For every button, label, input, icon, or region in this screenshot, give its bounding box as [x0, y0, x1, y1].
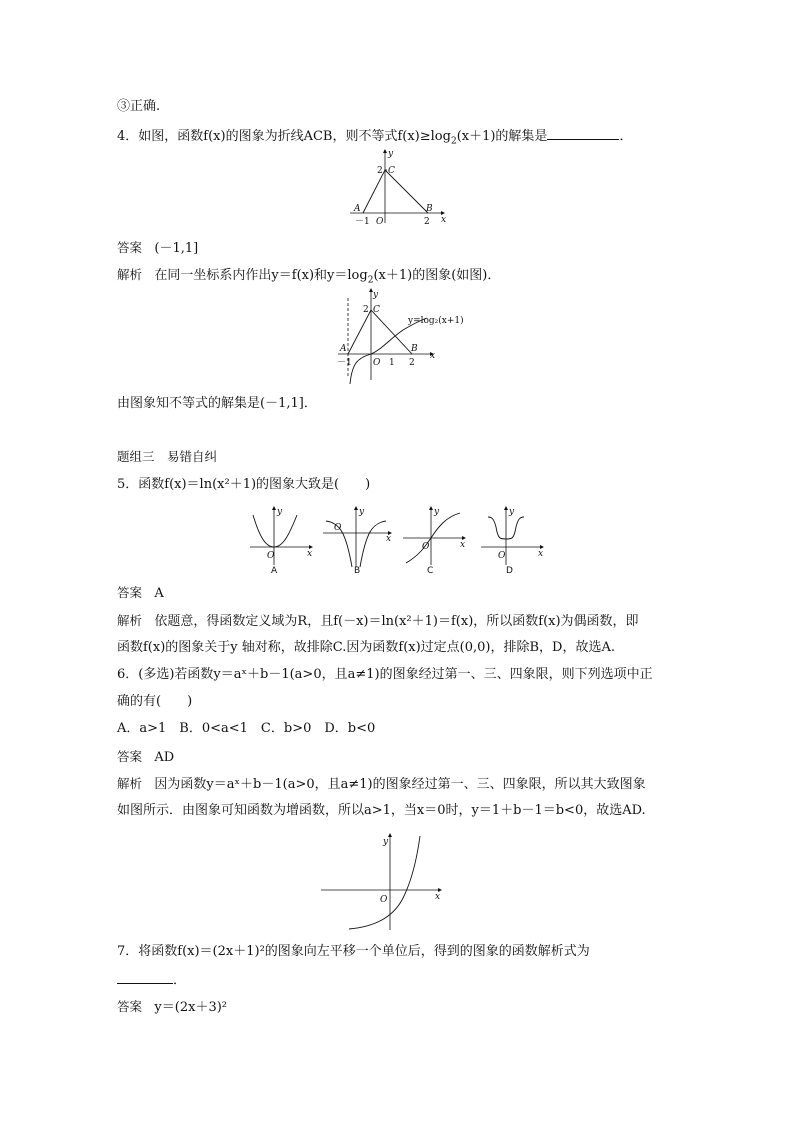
q5-answer: [117, 585, 164, 602]
fig2-origin: O: [373, 358, 381, 368]
q5-c-y: y: [434, 507, 440, 517]
q5-answer-label: 答案: [117, 585, 143, 600]
q3-end: ③正确.: [117, 99, 161, 114]
group3-title: 题组三 易错自纠: [117, 449, 218, 464]
q4-analysis-sub: 2: [367, 275, 374, 286]
fig1-y-label: y: [388, 149, 394, 159]
q6-answer-label: 答案: [117, 749, 143, 764]
q5-caption-a: A: [271, 566, 278, 576]
fig2-y-label: y: [373, 290, 379, 300]
q5-stem: 5．函数f(x)＝ln(x²＋1)的图象大致是( ): [117, 477, 371, 492]
q6-answer: [117, 749, 174, 766]
q5-b-origin: O: [334, 523, 342, 533]
q6-analysis-2: 如图所示．由图象可知函数为增函数，所以a>1，当x＝0时，y＝1＋b－1＝b<0，故选AD.: [117, 803, 646, 818]
fig2-tick-label-2x: 2: [409, 358, 415, 368]
q6-analysis-1: [117, 776, 646, 793]
fig1-origin: O: [376, 217, 384, 227]
q4-stem-c: (x＋1)的解集是: [456, 129, 548, 144]
q4-stem-end: ．: [619, 129, 633, 144]
fig2-point-a: A: [340, 344, 347, 354]
q4-answer-blank: [547, 127, 619, 140]
q7-stem-end: ．: [173, 973, 187, 988]
q5-analysis-1: [117, 613, 639, 630]
q4-stem-b: f(x)的图象为折线ACB，则不等式f(x)≥log: [203, 129, 451, 144]
q5-analysis-2: 函数f(x)的图象关于y 轴对称，故排除C.因为函数f(x)过定点(0,0)，排除B，D，故选A.: [117, 640, 615, 655]
fig1-y-arrow: [383, 149, 387, 153]
q5-b-y: y: [359, 507, 365, 517]
fig2-tick-label-1: 1: [389, 358, 395, 368]
q5-a-curve: [253, 515, 297, 547]
q4-conclusion: 由图象知不等式的解集是(－1,1]．: [117, 396, 317, 411]
q7-answer: [117, 999, 227, 1016]
q6-stem-2: 确的有( ): [117, 694, 193, 709]
q5-graph-a: [247, 505, 317, 575]
q7-answer-text: y＝(2x＋3)²: [154, 1000, 227, 1015]
q6-answer-text: AD: [154, 750, 175, 765]
q4-analysis-b: (x＋1)的图象(如图)．: [373, 268, 501, 283]
q7-answer-blank: [117, 971, 173, 984]
q5-caption-b: B: [354, 566, 361, 576]
q5-d-y: y: [509, 507, 515, 517]
q5-caption-c: C: [427, 566, 434, 576]
q5-graph-d: [478, 505, 548, 575]
q5-caption-d: D: [506, 566, 513, 576]
q4-stem-a: 4．如图，函数: [117, 129, 204, 144]
q6-fig-origin: O: [380, 895, 388, 905]
fig2-tick-label-2: 2: [363, 305, 369, 315]
q4-answer: [117, 240, 198, 257]
q5-d-x: x: [538, 549, 544, 559]
fig1-point-b: B: [426, 204, 433, 214]
q7-answer-label: 答案: [117, 999, 143, 1014]
q5-a-y: y: [277, 507, 283, 517]
q7-stem-2: [117, 971, 186, 989]
q5-answer-text: A: [154, 586, 164, 601]
q6-fig-x: x: [435, 892, 441, 902]
q6-analysis-label: 解析: [117, 776, 143, 791]
q7-stem-1: 7．将函数f(x)＝(2x＋1)²的图象向左平移一个单位后，得到的图象的函数解析式为: [117, 944, 590, 959]
q4-answer-label: 答案: [117, 240, 143, 255]
q5-analysis-1-text: 依题意，得函数定义域为R，且f(－x)＝ln(x²＋1)＝f(x)，所以函数f(x)为偶函数，即: [154, 614, 639, 629]
fig1-tick-label-2x: 2: [424, 217, 430, 227]
q4-stem-sub: 2: [450, 136, 457, 147]
fig1-tick-label-2: 2: [377, 166, 383, 176]
q6-exp-curve: [349, 836, 420, 929]
q5-analysis-label: 解析: [117, 613, 143, 628]
q6-analysis-1-text: 因为函数y＝aˣ＋b－1(a>0，且a≠1)的图象经过第一、三、四象限，所以其大致图象: [154, 777, 646, 792]
fig2-x-label: x: [430, 351, 436, 361]
q4-analysis-label: 解析: [117, 267, 143, 282]
fig2-tick-label-neg1: －1: [337, 358, 352, 368]
fig2-point-c: C: [373, 305, 380, 315]
q4-answer-text: (－1,1]: [154, 241, 199, 256]
fig2-point-b: B: [411, 344, 418, 354]
q5-c-x: x: [460, 540, 466, 550]
q6-options: A．a>1 B．0<a<1 C．b>0 D．b<0: [117, 721, 376, 736]
q6-stem-1: 6．(多选)若函数y＝aˣ＋b－1(a>0，且a≠1)的图象经过第一、三、四象限，则下列选项中正: [117, 667, 653, 682]
q5-a-origin: O: [267, 551, 275, 561]
fig1-polyline-acb: [363, 170, 428, 213]
q5-d-origin: O: [498, 551, 506, 561]
q5-graph-b: [320, 505, 395, 575]
fig2-polyline-acb: [348, 310, 412, 354]
fig2-curve-label: y=log₂(x+1): [408, 316, 464, 326]
q5-b-x: x: [386, 534, 392, 544]
q4-figure-2: [335, 288, 465, 383]
q4-analysis: [117, 267, 500, 289]
q4-analysis-a: 在同一坐标系内作出y＝f(x)和y＝log: [154, 268, 368, 283]
q6-figure: [318, 830, 448, 935]
q5-b-right-branch: [360, 521, 386, 567]
fig1-tick-label-neg1: －1: [355, 217, 370, 227]
q5-c-origin: O: [422, 542, 430, 552]
q4-figure-1: [345, 148, 445, 228]
fig1-x-label: x: [441, 215, 447, 225]
q4-stem: [117, 127, 632, 150]
q5-a-x: x: [307, 549, 313, 559]
q5-graph-c: [400, 505, 470, 575]
fig1-point-a: A: [354, 204, 361, 214]
q6-fig-y: y: [383, 837, 389, 847]
fig1-point-c: C: [388, 166, 395, 176]
